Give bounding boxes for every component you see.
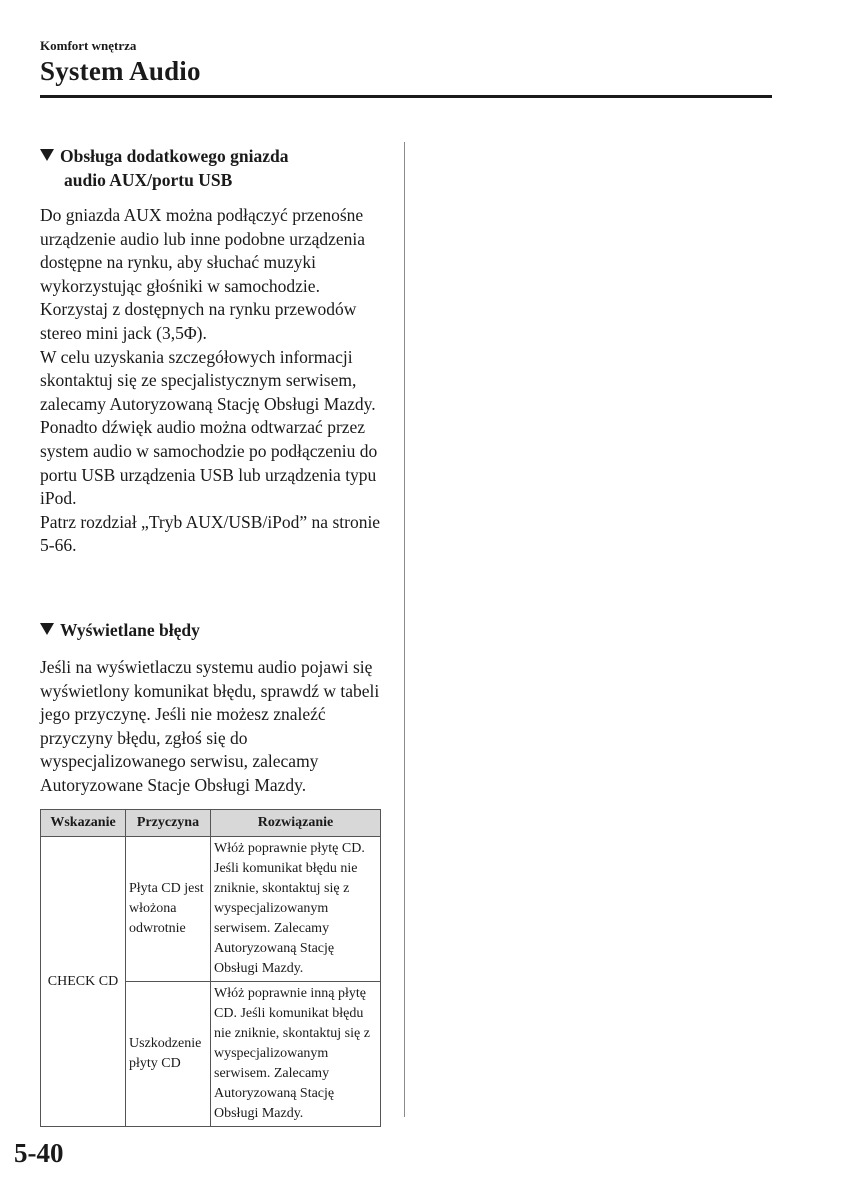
table-header-row xyxy=(41,810,381,837)
column-divider xyxy=(404,142,405,1117)
solution-cell: Włóż poprawnie inną płytę CD. Jeśli komunikat błędu nie zniknie, skontaktuj się z wyspecjalizowanym serwisem. Zalecamy Autoryzowaną Stację Obsługi Mazdy. xyxy=(211,982,381,1127)
paragraph: Do gniazda AUX można podłączyć przenośne urządzenie audio lub inne podobne urządzenia dostępne na rynku, aby słuchać muzyki wykorzystując głośniki w samochodzie. xyxy=(40,205,366,296)
section-heading-errors xyxy=(40,618,385,642)
page-number: 5-40 xyxy=(14,1138,64,1168)
heading-line-1: Obsługa dodatkowego gniazda xyxy=(60,146,289,166)
paragraph: Korzystaj z dostępnych na rynku przewodów stereo mini jack (3,5Φ). xyxy=(40,299,357,343)
table-row xyxy=(41,837,381,982)
paragraph: W celu uzyskania szczegółowych informacji skontaktuj się ze specjalistycznym serwisem, zalecamy Autoryzowaną Stację Obsługi Mazdy. xyxy=(40,346,376,414)
paragraph: Patrz rozdział „Tryb AUX/USB/iPod” na stronie 5-66. xyxy=(40,511,381,556)
column-header-solution: Rozwiązanie xyxy=(211,810,381,837)
section-body-errors xyxy=(40,656,390,798)
section-heading-aux-usb xyxy=(40,144,385,192)
paragraph: Ponadto dźwięk audio można odtwarzać przez system audio w samochodzie po podłączeniu do portu USB urządzenia USB lub urządzenia typu iPod. xyxy=(40,417,378,509)
column-header-cause: Przyczyna xyxy=(126,810,211,837)
title-divider xyxy=(40,95,772,98)
column-header-indication: Wskazanie xyxy=(41,810,126,837)
error-table xyxy=(40,809,381,1127)
breadcrumb: Komfort wnętrza xyxy=(40,38,137,53)
triangle-down-icon xyxy=(40,149,54,161)
heading-text: Wyświetlane błędy xyxy=(60,620,200,640)
cause-cell: Uszkodzenie płyty CD xyxy=(126,982,211,1127)
cause-cell: Płyta CD jest włożona odwrotnie xyxy=(126,837,211,982)
section-body-aux-usb xyxy=(40,204,390,558)
paragraph: Jeśli na wyświetlaczu systemu audio pojawi się wyświetlony komunikat błędu, sprawdź w tabeli jego przyczynę. Jeśli nie możesz znaleźć przyczyny błędu, zgłoś się do wyspecjalizowanego serwisu, zalecamy Autoryzowane Stacje Obsługi Mazdy. xyxy=(40,657,380,795)
heading-line-2: audio AUX/portu USB xyxy=(64,170,233,190)
page-title: System Audio xyxy=(40,56,201,86)
triangle-down-icon xyxy=(40,623,54,635)
indication-cell: CHECK CD xyxy=(41,837,126,1127)
solution-cell: Włóż poprawnie płytę CD. Jeśli komunikat błędu nie zniknie, skontaktuj się z wyspecjalizowanym serwisem. Zalecamy Autoryzowaną Stację Obsługi Mazdy. xyxy=(211,837,381,982)
